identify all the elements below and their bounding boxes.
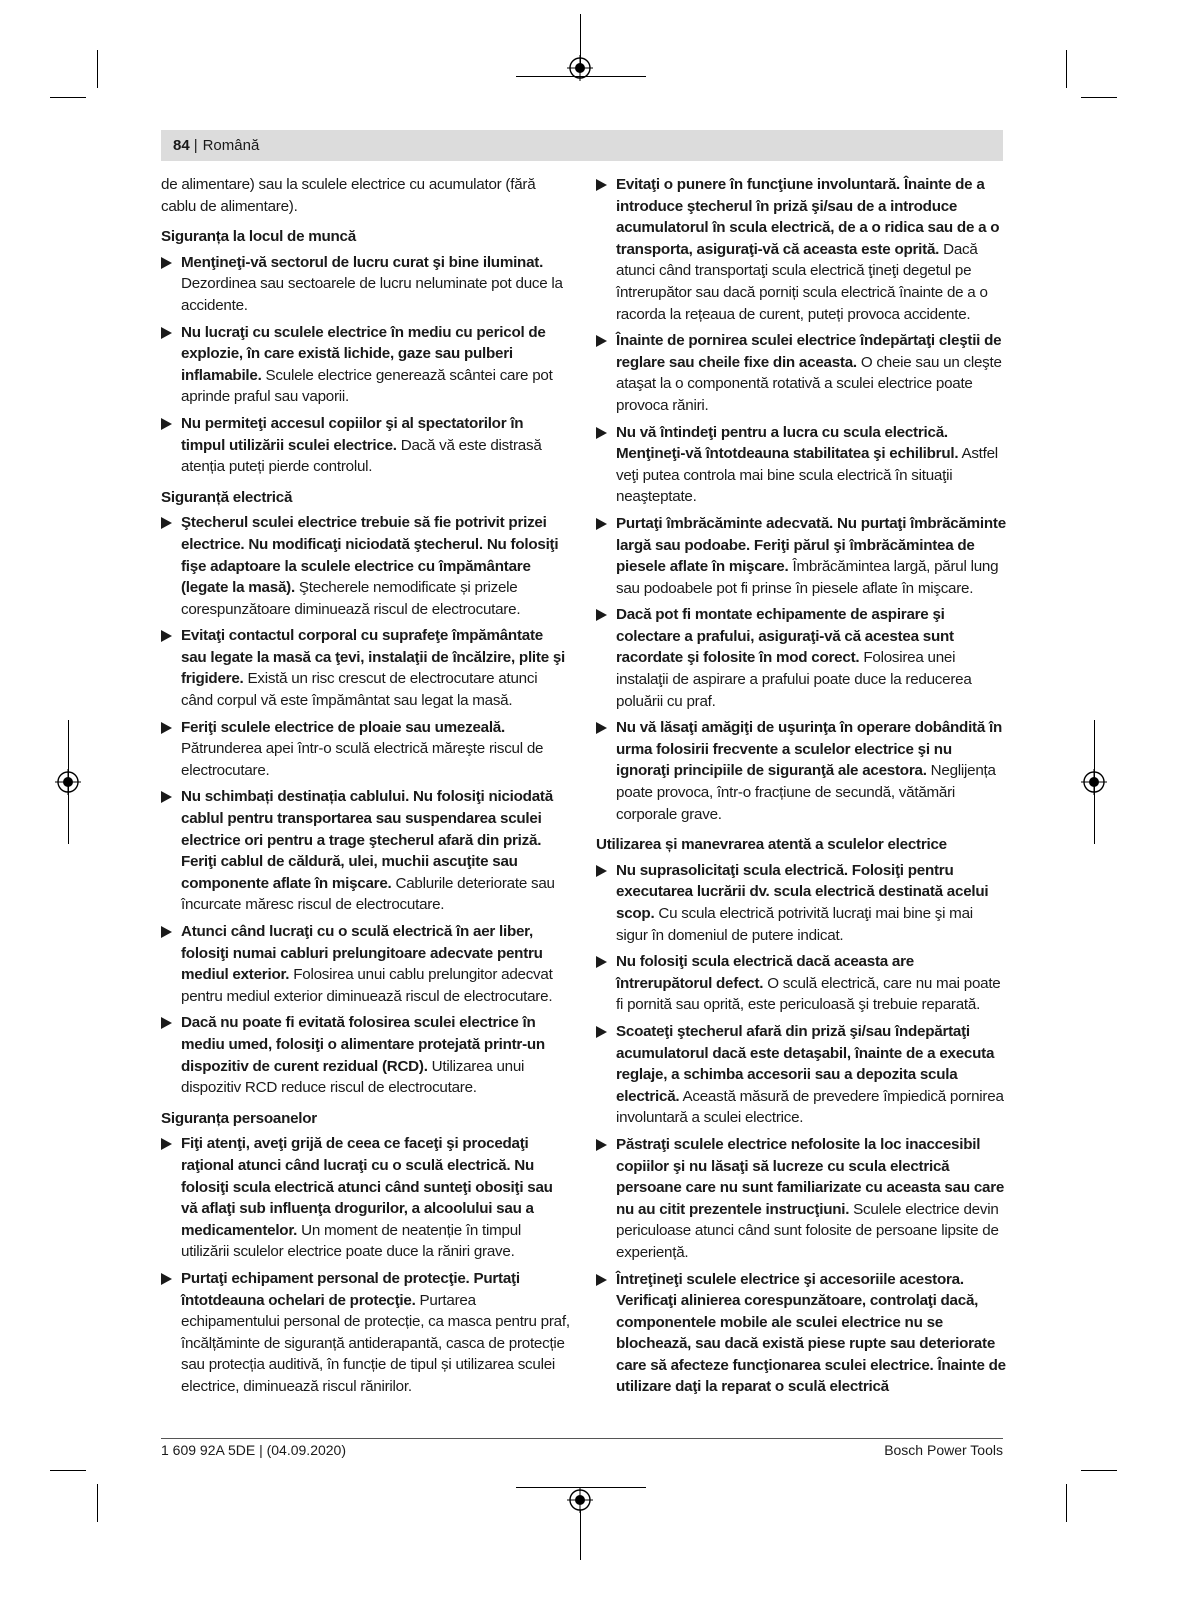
warning-bold: Nu suprasolicitaţi scula electrică. Folosiţi pentru executarea lucrării dv. scula electrică destinată acelui scop. — [616, 861, 989, 922]
header-language: Română — [202, 137, 260, 154]
bullet-triangle-icon — [596, 609, 607, 621]
list-item — [161, 717, 571, 782]
right-column — [596, 174, 1006, 1403]
registration-mark-icon — [567, 1487, 593, 1513]
bullet-triangle-icon — [161, 630, 172, 642]
section-heading: Siguranță electrică — [161, 488, 293, 506]
list-item — [161, 1012, 571, 1098]
list-item — [161, 512, 571, 620]
list-item — [596, 513, 1006, 599]
warning-text: Folosirea unei instalaţii de aspirare a prafului poate duce la reducerea poluării cu praf. — [616, 649, 972, 710]
warning-text: Această măsură de prevedere împiedică pornirea involuntară a sculei electrice. — [616, 1087, 1004, 1127]
bullet-triangle-icon — [161, 418, 172, 430]
list-item — [161, 786, 571, 916]
warning-text: Utilizarea unui dispozitiv RCD reduce riscul de electrocutare. — [181, 1057, 525, 1097]
warning-bold: Păstraţi sculele electrice nefolosite la loc inaccesibil copiilor şi nu lăsaţi să lucreze cu scula electrică persoane care nu sunt familiarizate cu aceasta sau care nu au citit prezentele instrucţiuni. — [616, 1135, 1005, 1218]
warning-text: Există un risc crescut de electrocutare atunci când corpul vă este împământat sau legat la masă. — [181, 670, 538, 710]
warning-text: Astfel veţi putea controla mai bine scula electrică în situaţii neaşteptate. — [616, 445, 998, 506]
bullet-triangle-icon — [596, 1274, 607, 1286]
warning-text: Cablurile deteriorate sau încurcate măresc riscul de electrocutare. — [181, 874, 555, 914]
footer-doc-id: 1 609 92A 5DE | (04.09.2020) — [161, 1442, 346, 1458]
bullet-triangle-icon — [596, 722, 607, 734]
bullet-triangle-icon — [596, 179, 607, 191]
list-item — [596, 1021, 1006, 1129]
list-item — [596, 1134, 1006, 1264]
list-item — [596, 1269, 1006, 1399]
warning-bold: Atunci când lucraţi cu o sculă electrică în aer liber, folosiţi numai cabluri prelungitoare adecvate pentru mediul exterior. — [181, 923, 543, 984]
list-item — [596, 717, 1006, 825]
warning-bold: Feriţi sculele electrice de ploaie sau umezeală. — [181, 718, 505, 736]
list-item — [161, 413, 571, 478]
footer-rule — [161, 1438, 1003, 1439]
warning-text: O sculă electrică, care nu mai poate fi pornită sau oprită, este periculoasă şi trebuie reparată. — [616, 974, 1001, 1014]
registration-mark-icon — [55, 769, 81, 795]
crop-mark — [97, 1484, 98, 1522]
list-item — [161, 1268, 571, 1398]
list-item — [596, 174, 1006, 325]
list-item — [596, 951, 1006, 1016]
warning-text: Îmbrăcămintea largă, părul lung sau podoabele pot fi prinse în piesele aflate în mişcare. — [616, 558, 999, 597]
left-column — [161, 174, 571, 1402]
bullet-triangle-icon — [596, 1026, 607, 1038]
footer-brand: Bosch Power Tools — [884, 1442, 1003, 1458]
crop-mark — [1081, 97, 1117, 98]
page-number: 84 — [173, 137, 190, 154]
warning-bold: Nu lucraţi cu sculele electrice în mediu cu pericol de explozie, în care există lichide, gaze sau pulberi inflamabile. — [181, 323, 546, 384]
section-heading: Siguranța la locul de muncă — [161, 228, 356, 246]
warning-bold: Întreţineţi sculele electrice şi accesoriile acestora. Verificaţi alinierea corespunzătoare, controlaţi dacă, componentele mobile ale sculei electrice nu se blochează, sau dacă există piese rupte sau deteriorate care să afecteze funcţionarea sculei electrice. Înainte de utilizare daţi la reparat o sculă electrică — [616, 1270, 1006, 1396]
warning-text: O cheie sau un cleşte ataşat la o componentă rotativă a sculei electrice poate provoca răniri. — [616, 353, 1002, 414]
warning-text: Dacă vă este distrasă atenția puteți pierde controlul. — [181, 436, 542, 476]
warning-text: Sculele electrice devin periculoase atunci când sunt folosite de persoane lipsite de experiență. — [616, 1200, 999, 1261]
warning-bold: Nu folosiţi scula electrică dacă aceasta are întrerupătorul defect. — [616, 953, 914, 992]
bullet-triangle-icon — [596, 518, 607, 530]
warning-bold: Fiţi atenţi, aveţi grijă de ceea ce faceţi şi procedaţi raţional atunci când lucraţi cu o sculă electrică. Nu folosiţi scula electrică atunci când sunteţi obosiţi sau vă aflaţi sub influenţa drogurilor, a alcoolului sau a medicamentelor. — [181, 1135, 553, 1239]
warning-text: Pătrunderea apei într-o sculă electrică măreşte riscul de electrocutare. — [181, 740, 544, 779]
list-item — [596, 422, 1006, 508]
list-item — [161, 625, 571, 711]
crop-mark — [50, 97, 86, 98]
warning-bold: Dacă nu poate fi evitată folosirea sculei electrice în mediu umed, folosiţi o alimentare protejată printr-un dispozitiv de curent rezidual (RCD). — [181, 1014, 545, 1075]
list-item — [161, 1133, 571, 1263]
list-item — [161, 921, 571, 1007]
page-header — [161, 130, 1003, 161]
crop-mark — [50, 1470, 86, 1471]
warning-text: Purtarea echipamentului personal de protecție, ca masca pentru praf, încălțăminte de siguranță antiderapantă, casca de protecție sau protecția auditivă, în funcție de tipul și utilizarea sculei electrice, diminuează riscul rănirilor. — [181, 1291, 570, 1395]
warning-bold: Purtaţi îmbrăcăminte adecvată. Nu purtaţi îmbrăcăminte largă sau podoabe. Feriţi părul şi îmbrăcămintea de piesele aflate în mişcare. — [616, 514, 1006, 576]
list-item — [161, 322, 571, 408]
bullet-triangle-icon — [161, 926, 172, 938]
bullet-triangle-icon — [161, 722, 172, 734]
list-item — [161, 252, 571, 317]
bullet-triangle-icon — [161, 1273, 172, 1285]
bullet-triangle-icon — [596, 865, 607, 877]
list-item — [596, 330, 1006, 416]
warning-text: Dezordinea sau sectoarele de lucru neluminate pot duce la accidente. — [181, 275, 563, 314]
header-separator: | — [193, 137, 198, 154]
crop-mark — [97, 50, 98, 88]
crop-mark — [1066, 50, 1067, 88]
bullet-triangle-icon — [161, 1138, 172, 1150]
bullet-triangle-icon — [596, 335, 607, 347]
warning-bold: Nu vă lăsaţi amăgiţi de uşurinţa în operare dobândită în urma folosirii frecvente a sculelor electrice şi nu ignoraţi principiile de siguranţă ale acestora. — [616, 719, 1003, 780]
intro-text: de alimentare) sau la sculele electrice cu acumulator (fără cablu de alimentare). — [161, 176, 536, 215]
crop-mark — [1066, 1484, 1067, 1522]
warning-bold: Evitaţi o punere în funcţiune involuntară. Înainte de a introduce ştecherul în priză şi/sau de a introduce acumulatorul în scula electrică, de a o ridica sau de a o transporta, asiguraţi-vă că aceasta este oprită. — [616, 176, 1000, 258]
warning-text: Dacă atunci când transportaţi scula electrică ţineţi degetul pe întrerupător sau dacă porniți scula electrică înainte de a o racorda la rețeaua de curent, puteți provoca accidente. — [616, 240, 988, 323]
bullet-triangle-icon — [161, 517, 172, 529]
registration-mark-icon — [1081, 769, 1107, 795]
warning-text: Folosirea unui cablu prelungitor adecvat pentru mediul exterior diminuează riscul de electrocutare. — [181, 966, 553, 1005]
warning-bold: Nu permiteţi accesul copiilor şi al spectatorilor în timpul utilizării sculei electrice. — [181, 414, 524, 454]
warning-bold: Înainte de pornirea sculei electrice îndepărtaţi cleştii de reglare sau cheile fixe din aceasta. — [616, 332, 1002, 371]
warning-bold: Ştecherul sculei electrice trebuie să fie potrivit prizei electrice. Nu modificaţi niciodată ştecherul. Nu folosiţi fişe adaptoare la sculele electrice cu împământare (legate la masă). — [181, 514, 559, 597]
warning-bold: Dacă pot fi montate echipamente de aspirare şi colectare a prafului, asiguraţi-vă că acestea sunt racordate şi folosite în mod corect. — [616, 606, 954, 667]
crop-mark — [580, 1510, 581, 1560]
list-item — [596, 604, 1006, 712]
bullet-triangle-icon — [161, 257, 172, 269]
warning-bold: Scoateţi ştecherul afară din priză şi/sau îndepărtaţi acumulatorul dacă este detaşabil, înainte de a executa reglaje, a schimba accesorii sau a depozita scula electrică. — [616, 1022, 995, 1105]
warning-bold: Evitaţi contactul corporal cu suprafeţe împământate sau legate la masă ca ţevi, instalaţii de încălzire, plite şi frigidere. — [181, 627, 566, 688]
warning-text: Ştecherele nemodificate și prizele corespunzătoare diminuează riscul de electrocutare. — [181, 579, 521, 618]
warning-bold: Nu schimbați destinația cablului. Nu folosiţi niciodată cablul pentru transportarea sau suspendarea sculei electrice ori pentru a trage ştecherul afară din priză. Feriţi cablul de căldură, ulei, muchii ascuţite sau componente aflate în mişcare. — [181, 788, 553, 892]
warning-bold: Purtaţi echipament personal de protecţie. Purtaţi întotdeauna ochelari de protecţie. — [181, 1269, 520, 1309]
bullet-triangle-icon — [596, 427, 607, 439]
section-heading: Siguranța persoanelor — [161, 1109, 317, 1127]
list-item — [596, 860, 1006, 946]
bullet-triangle-icon — [596, 956, 607, 968]
warning-bold: Nu vă întindeţi pentru a lucra cu scula electrică. Menţineţi-vă întotdeauna stabilitatea şi echilibrul. — [616, 423, 959, 463]
warning-text: Un moment de neatenție în timpul utilizării sculelor electrice poate duce la răniri grave. — [181, 1221, 522, 1261]
warning-text: Sculele electrice generează scântei care pot aprinde praful sau vaporii. — [181, 366, 553, 406]
crop-mark — [1081, 1470, 1117, 1471]
warning-text: Cu scula electrică potrivită lucraţi mai bine şi mai sigur în domeniul de putere indicat. — [616, 905, 973, 944]
bullet-triangle-icon — [596, 1139, 607, 1151]
section-heading: Utilizarea și manevrarea atentă a sculelor electrice — [596, 836, 947, 854]
warning-text: Neglijența poate provoca, într-o fracțiune de secundă, vătămări corporale grave. — [616, 762, 996, 823]
bullet-triangle-icon — [161, 1017, 172, 1029]
bullet-triangle-icon — [161, 791, 172, 803]
registration-mark-icon — [567, 55, 593, 81]
warning-bold: Menţineţi-vă sectorul de lucru curat şi bine iluminat. — [181, 253, 544, 271]
bullet-triangle-icon — [161, 327, 172, 339]
